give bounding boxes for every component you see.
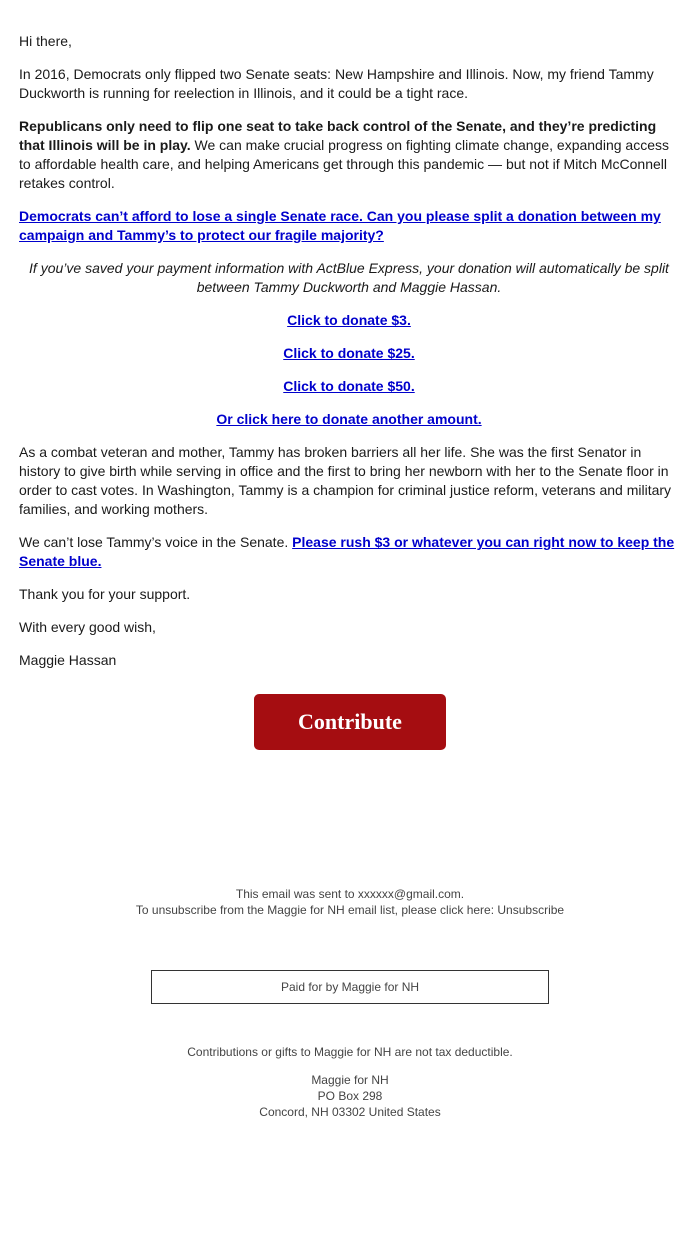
stakes-text: We can make crucial progress on fighting climate change, expanding access to affordable health care, and helping Americans get through this pandemic — but not if Mitch McConnell retakes control. <box>19 137 669 191</box>
paragraph-bio: As a combat veteran and mother, Tammy has broken barriers all her life. She was the first Senator in history to give birth while serving in office and the first to bring her newborn with her to the Senate floor in order to cast votes. In Washington, Tammy is a champion for criminal justice reform, veterans and military families, and working mothers. <box>19 444 672 517</box>
donate-25-paragraph <box>19 344 679 363</box>
split-donation-link[interactable]: Democrats can’t afford to lose a single Senate race. Can you please split a donation between my campaign and Tammy’s to protect our fragile majority? <box>19 208 661 243</box>
donate-25-link[interactable]: Click to donate $25. <box>283 345 415 361</box>
sent-to-text: This email was sent to xxxxxx@gmail.com. <box>235 887 465 901</box>
unsubscribe-link[interactable]: Unsubscribe <box>497 903 565 917</box>
unsubscribe-line <box>0 902 700 918</box>
paragraph-voice <box>19 533 679 571</box>
rush-donation-link[interactable]: Please rush $3 or whatever you can right now to keep the Senate blue. <box>19 534 675 569</box>
footer-tax-note: Contributions or gifts to Maggie for NH are not tax deductible. <box>187 1045 513 1059</box>
greeting: Hi there, <box>19 33 72 49</box>
contribute-button[interactable]: Contribute <box>254 694 446 750</box>
split-donation-paragraph <box>19 207 679 245</box>
paid-for-box: Paid for by Maggie for NH <box>151 970 549 1004</box>
stakes-bold-text: Republicans only need to flip one seat to take back control of the Senate, and they’re predicting that Illinois will be in play. <box>19 118 657 153</box>
footer-sent-info <box>0 886 700 918</box>
thanks-text: Thank you for your support. <box>19 586 191 602</box>
contribute-button-wrap <box>0 694 700 750</box>
actblue-express-note: If you’ve saved your payment information with ActBlue Express, your donation will automatically be split between Tammy Duckworth and Maggie Hassan. <box>29 260 669 295</box>
paragraph-stakes <box>19 117 679 193</box>
address-line-3: Concord, NH 03302 United States <box>259 1105 441 1119</box>
paragraph-intro: In 2016, Democrats only flipped two Senate seats: New Hampshire and Illinois. Now, my friend Tammy Duckworth is running for reelection in Illinois, and it could be a tight race. <box>19 66 654 101</box>
email-body <box>19 32 679 684</box>
donate-other-paragraph <box>19 410 679 429</box>
unsubscribe-text: To unsubscribe from the Maggie for NH email list, please click here: <box>135 903 498 917</box>
signature: Maggie Hassan <box>19 652 117 668</box>
closing-text: With every good wish, <box>19 619 156 635</box>
donate-50-link[interactable]: Click to donate $50. <box>283 378 415 394</box>
donate-50-paragraph <box>19 377 679 396</box>
donate-3-paragraph <box>19 311 679 330</box>
donate-other-amount-link[interactable]: Or click here to donate another amount. <box>216 411 482 427</box>
footer-address <box>0 1072 700 1120</box>
address-line-1: Maggie for NH <box>311 1073 389 1087</box>
donate-3-link[interactable]: Click to donate $3. <box>287 312 411 328</box>
address-line-2: PO Box 298 <box>317 1089 383 1103</box>
voice-text: We can’t lose Tammy’s voice in the Senate. <box>19 534 293 550</box>
